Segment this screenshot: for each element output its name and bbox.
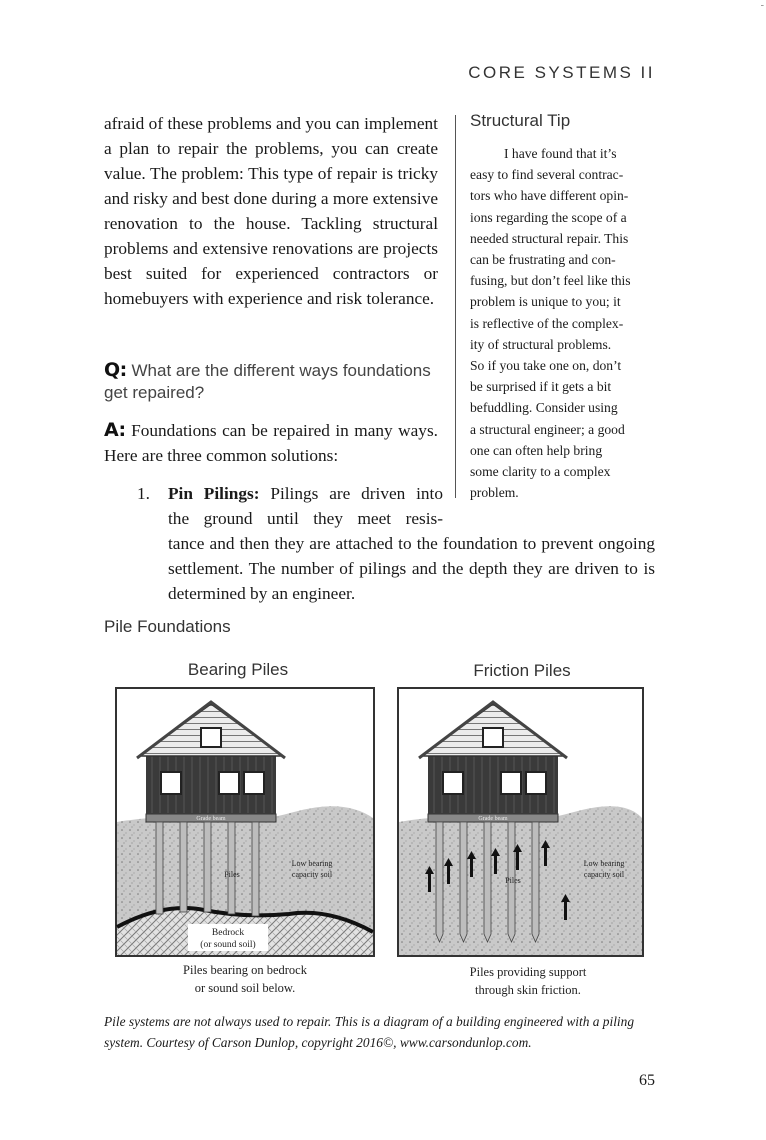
sidebar-divider xyxy=(455,115,456,498)
sidebar-line: can be frustrating and con- xyxy=(470,252,616,268)
left-bedrock-1: Bedrock xyxy=(211,928,245,938)
list-line-2: the ground until they meet resis- xyxy=(168,509,443,528)
answer-text: Foundations can be repaired in many ways. Here are three common solutions: xyxy=(104,421,438,465)
sidebar-line: a structural engineer; a good xyxy=(470,421,625,437)
sidebar-line: I have found that it’s xyxy=(504,146,617,161)
sidebar-line: problem is unique to you; it xyxy=(470,294,621,310)
friction-piles-panel xyxy=(398,661,643,997)
a-mark: A: xyxy=(104,419,126,441)
page-number: 65 xyxy=(639,1072,655,1089)
body-paragraph xyxy=(104,111,438,311)
right-soil-1: Low bearing xyxy=(583,859,625,868)
right-caption-1: Piles providing support xyxy=(469,965,587,979)
left-caption-1: Piles bearing on bedrock xyxy=(183,963,307,977)
list-rest-text: tance and then they are attached to the foundation to prevent ongoing settlement. The number of pilings and the depth they are driven to is determined by an engineer. xyxy=(168,534,655,603)
sidebar-line: tors who have different opin- xyxy=(470,188,629,204)
corner-mark: - xyxy=(760,0,764,11)
right-piles-label: Piles xyxy=(505,876,521,885)
sidebar-line: So if you take one on, don’t xyxy=(470,358,622,374)
paragraph-text: afraid of these problems and you can implement a plan to repair the problems, you can create value. The problem: This type of repair is tricky and risky and best done during a more extensive renovation to the house. Tackling structural problems and extensive renovations are projects best suited for experienced contractors or homebuyers with experience and risk tolerance. xyxy=(104,114,439,308)
sidebar-line: one can often help bring xyxy=(470,442,603,458)
sidebar-line: fusing, but don’t feel like this xyxy=(470,273,631,289)
list-line-1 xyxy=(168,481,443,506)
left-soil-1: Low bearing xyxy=(291,859,333,868)
sidebar-line: needed structural repair. This xyxy=(470,230,629,246)
sidebar-line: is reflective of the complex- xyxy=(470,315,624,331)
sidebar-line: some clarity to a complex xyxy=(470,464,611,480)
figure-caption: Pile systems are not always used to repair. This is a diagram of a building engineered with a piling system. Courtesy of Carson Dunlop, copyright 2016©, www.carsondunlop.com. xyxy=(104,1014,635,1050)
left-heading: Bearing Piles xyxy=(187,660,289,679)
running-header: CORE SYSTEMS II xyxy=(468,63,655,82)
q-mark: Q: xyxy=(104,359,127,381)
left-piles-label: Piles xyxy=(224,870,240,879)
sidebar-title: Structural Tip xyxy=(470,111,571,130)
left-grade-beam: Grade beam xyxy=(196,816,226,822)
figure-illustration xyxy=(104,652,656,1002)
pile-foundations-figure xyxy=(104,652,656,1002)
sidebar-line: ity of structural problems. xyxy=(470,336,612,352)
sidebar-line: ions regarding the scope of a xyxy=(470,209,627,225)
left-caption-2: or sound soil below. xyxy=(194,981,296,995)
right-heading: Friction Piles xyxy=(473,661,571,680)
list-line-1-text: Pilings are driven into xyxy=(270,484,443,503)
sidebar-body xyxy=(470,143,648,503)
right-caption-2: through skin friction. xyxy=(475,983,581,997)
answer xyxy=(104,418,438,468)
left-soil-2: capacity soil xyxy=(291,870,333,879)
sidebar-line: befuddling. Consider using xyxy=(470,400,618,416)
list-continuation xyxy=(168,531,655,606)
figure-title: Pile Foundations xyxy=(104,617,231,636)
list-term: Pin Pilings: xyxy=(168,484,260,503)
question-text: What are the different ways foundations get repaired? xyxy=(104,361,431,402)
bearing-piles-panel xyxy=(116,660,374,995)
sidebar-line: be surprised if it gets a bit xyxy=(470,379,612,395)
left-bedrock-2: (or sound soil) xyxy=(200,940,256,950)
sidebar-line: easy to find several contrac- xyxy=(470,167,624,183)
right-soil-2: capacity soil xyxy=(583,870,625,879)
right-grade-beam: Grade beam xyxy=(478,816,508,822)
list-number: 1. xyxy=(137,484,150,503)
question xyxy=(104,359,444,404)
sidebar-line: problem. xyxy=(470,485,519,501)
